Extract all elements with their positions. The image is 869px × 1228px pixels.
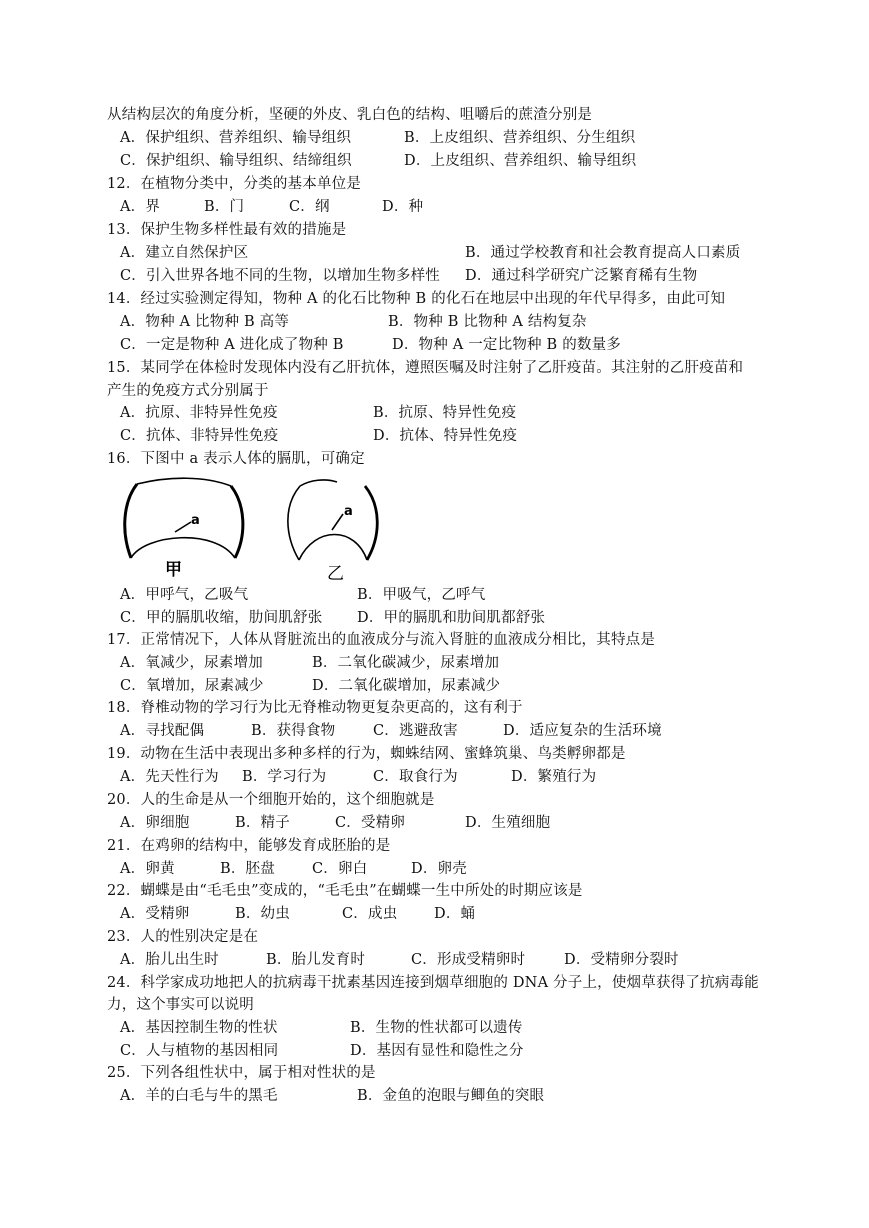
option-b: B．金鱼的泡眼与鲫鱼的突眼 xyxy=(357,1088,545,1104)
option-b: B．幼虫 xyxy=(235,906,290,922)
option-d: D．抗体、特异性免疫 xyxy=(373,428,518,444)
option-d: D．卵壳 xyxy=(411,861,467,877)
option-d: D．蛹 xyxy=(434,906,476,922)
option-a: A．物种 A 比物种 B 高等 xyxy=(120,314,290,330)
option-d: D．二氧化碳增加，尿素减少 xyxy=(312,678,501,694)
option-d: D．基因有显性和隐性之分 xyxy=(350,1043,524,1059)
question-stem: 16．下图中 a 表示人体的膈肌，可确定 xyxy=(107,451,365,467)
question-stem: 21．在鸡卵的结构中，能够发育成胚胎的是 xyxy=(107,838,391,854)
option-d: D．受精卵分裂时 xyxy=(564,952,679,968)
question-stem-continued: 力，这个事实可以说明 xyxy=(107,997,254,1013)
option-c: C．纲 xyxy=(289,199,330,215)
option-a: A．界 xyxy=(120,199,161,215)
option-c: C．一定是物种 A 进化成了物种 B xyxy=(120,337,344,353)
option-a: A．建立自然保护区 xyxy=(120,245,249,261)
option-c: C．取食行为 xyxy=(373,769,458,785)
option-a: A．氧减少，尿素增加 xyxy=(120,655,263,671)
option-b: B．生物的性状都可以遗传 xyxy=(350,1020,523,1036)
option-b: B．获得食物 xyxy=(251,723,336,739)
option-c: C．卵白 xyxy=(312,861,368,877)
option-c: C．抗体、非特异性免疫 xyxy=(120,428,279,444)
option-b: B．门 xyxy=(204,199,245,215)
option-d: D．通过科学研究广泛繁育稀有生物 xyxy=(465,268,698,284)
question-stem: 23．人的性别决定是在 xyxy=(107,929,259,945)
option-a: A．甲呼气，乙吸气 xyxy=(120,587,249,603)
option-a: A．羊的白毛与牛的黑毛 xyxy=(120,1088,278,1104)
option-a: A．胎儿出生时 xyxy=(120,952,219,968)
option-c: C．引入世界各地不同的生物，以增加生物多样性 xyxy=(120,268,440,284)
option-a: A．抗原、非特异性免疫 xyxy=(120,405,278,421)
option-d: D．物种 A 一定比物种 B 的数量多 xyxy=(392,337,621,353)
option-a: A．寻找配偶 xyxy=(120,723,205,739)
option-d: D．适应复杂的生活环境 xyxy=(503,723,662,739)
question-stem-continued: 产生的免疫方式分别属于 xyxy=(107,383,269,399)
question-stem: 18．脊椎动物的学习行为比无脊椎动物更复杂更高的，这有利于 xyxy=(107,700,523,716)
question-stem: 17．正常情况下，人体从肾脏流出的血液成分与流入肾脏的血液成分相比，其特点是 xyxy=(107,632,656,648)
option-b: B．甲吸气，乙呼气 xyxy=(357,587,486,603)
option-b: B．精子 xyxy=(235,815,290,831)
option-b: B．上皮组织、营养组织、分生组织 xyxy=(404,130,636,146)
label-a: a xyxy=(344,504,353,519)
diaphragm-figure xyxy=(115,472,415,582)
label-jia: 甲 xyxy=(165,560,182,580)
question-stem: 24．科学家成功地把人的抗病毒干扰素基因连接到烟草细胞的 DNA 分子上，使烟草获得了抗病毒能 xyxy=(107,975,759,991)
option-b: B．物种 B 比物种 A 结构复杂 xyxy=(388,314,587,330)
question-stem: 15．某同学在体检时发现体内没有乙肝抗体，遵照医嘱及时注射了乙肝疫苗。其注射的乙肝疫苗和 xyxy=(107,360,744,376)
question-stem: 14．经过实验测定得知，物种 A 的化石比物种 B 的化石在地层中出现的年代早得多，由此可知 xyxy=(107,291,726,307)
option-c: C．逃避敌害 xyxy=(373,723,458,739)
question-stem: 22．蝴蝶是由“毛毛虫”变成的，“毛毛虫”在蝴蝶一生中所处的时期应该是 xyxy=(107,883,583,899)
option-d: D．繁殖行为 xyxy=(511,769,597,785)
label-yi: 乙 xyxy=(327,564,344,582)
option-b: B．二氧化碳减少，尿素增加 xyxy=(312,655,500,671)
option-c: C．人与植物的基因相同 xyxy=(120,1043,279,1059)
question-stem: 25．下列各组性状中，属于相对性状的是 xyxy=(107,1065,376,1081)
option-b: B．学习行为 xyxy=(242,769,327,785)
option-c: C．形成受精卵时 xyxy=(411,952,526,968)
option-a: A．受精卵 xyxy=(120,906,190,922)
option-c: C．受精卵 xyxy=(335,815,406,831)
question-stem: 20．人的生命是从一个细胞开始的，这个细胞就是 xyxy=(107,792,435,808)
question-stem: 13．保护生物多样性最有效的措施是 xyxy=(107,222,347,238)
question-stem: 从结构层次的角度分析，坚硬的外皮、乳白色的结构、咀嚼后的蔗渣分别是 xyxy=(107,107,593,123)
option-d: D．生殖细胞 xyxy=(465,815,551,831)
option-c: C．成虫 xyxy=(342,906,398,922)
option-a: A．基因控制生物的性状 xyxy=(120,1020,278,1036)
option-b: B．胚盘 xyxy=(220,861,275,877)
figure-yi xyxy=(288,480,377,560)
option-a: A．先天性行为 xyxy=(120,769,219,785)
option-d: D．甲的膈肌和肋间肌都舒张 xyxy=(357,610,546,626)
figure-jia xyxy=(125,478,243,558)
label-a: a xyxy=(191,513,200,528)
question-stem: 12．在植物分类中，分类的基本单位是 xyxy=(107,176,362,192)
option-a: A．保护组织、营养组织、输导组织 xyxy=(120,130,352,146)
option-c: C．保护组织、输导组织、结缔组织 xyxy=(120,153,352,169)
option-a: A．卵黄 xyxy=(120,861,175,877)
question-stem: 19．动物在生活中表现出多种多样的行为，蜘蛛结网、蜜蜂筑巢、鸟类孵卵都是 xyxy=(107,746,626,762)
option-b: B．抗原、特异性免疫 xyxy=(373,405,517,421)
option-c: C．甲的膈肌收缩，肋间肌舒张 xyxy=(120,610,323,626)
option-c: C．氧增加，尿素减少 xyxy=(120,678,264,694)
option-a: A．卵细胞 xyxy=(120,815,190,831)
option-d: D．种 xyxy=(382,199,424,215)
option-b: B．胎儿发育时 xyxy=(266,952,366,968)
option-d: D．上皮组织、营养组织、输导组织 xyxy=(404,153,637,169)
option-b: B．通过学校教育和社会教育提高人口素质 xyxy=(465,245,741,261)
